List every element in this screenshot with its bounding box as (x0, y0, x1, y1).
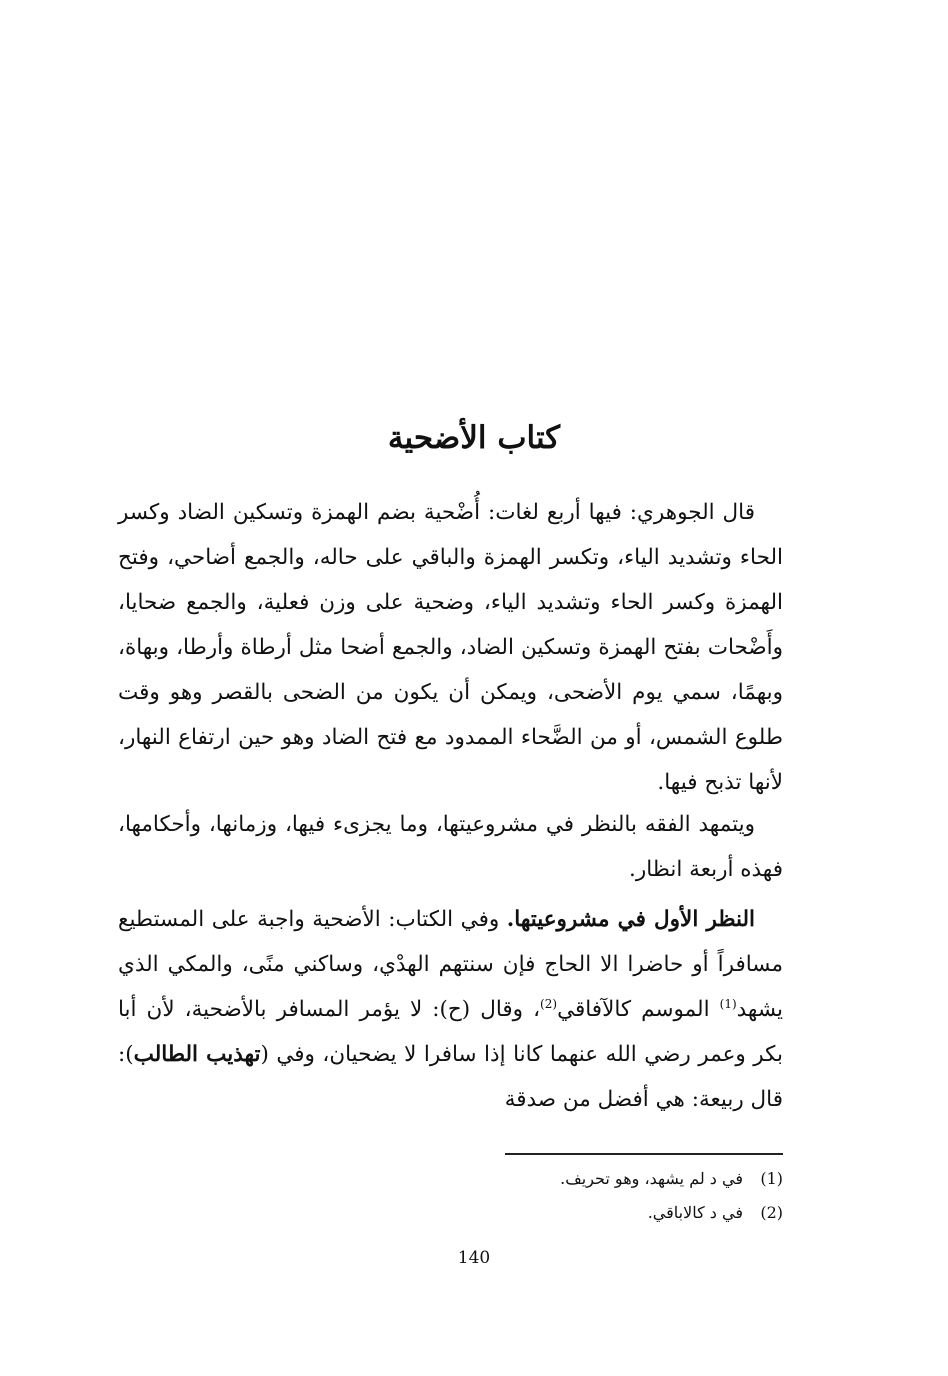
paragraph-3-text-a: وفي الكتاب: الأضحية واجبة على المستطيع مسافراً أو حاضرا الا الحاج فإن سنتهم الهدْي، وساكني منًى، والمكي الذي يشهد (118, 907, 783, 1022)
paragraph-2 (118, 802, 783, 892)
footnote-1 (300, 1162, 783, 1196)
book-title-ref: تهذيب الطالب (133, 1042, 261, 1067)
footnote-ref-2: (2) (540, 996, 558, 1011)
paragraph-3-text-d: ): قال ربيعة: هي أفضل من صدقة (118, 1042, 783, 1112)
footnote-separator (505, 1153, 783, 1155)
page-number: 140 (457, 1248, 491, 1268)
footnote-text: في د كالاباقي. (647, 1203, 743, 1222)
footnote-number: (1) (760, 1169, 783, 1188)
footnote-number: (2) (760, 1203, 783, 1222)
chapter-title: كتاب الأضحية (387, 420, 561, 456)
paragraph-3-text-b: الموسم كالآفاقي (557, 997, 710, 1022)
paragraph-3-text-c: ، وقال (ح): لا يؤمر المسافر بالأضحية، لأن أبا بكر وعمر رضي الله عنهما كانا إذا سافرا لا يضحيان، وفي ( (118, 997, 783, 1067)
footnote-2 (300, 1196, 783, 1230)
paragraph-3 (118, 897, 783, 1122)
section-heading: النظر الأول في مشروعيتها. (506, 907, 755, 932)
paragraph-1-text: قال الجوهري: فيها أربع لغات: أُضْحية بضم الهمزة وتسكين الضاد وكسر الحاء وتشديد الياء، وتكسر الهمزة والباقي على حاله، والجمع أضاحي، وفتح الهمزة وكسر الحاء وتشديد الياء، وضحية على وزن فعلية، والجمع ضحايا، وأَضْحات بفتح الهمزة وتسكين الضاد، والجمع أضحا مثل أرطاة وأرطا، وبهاة، وبهمًا، سمي يوم الأضحى، ويمكن أن يكون من الضحى بالقصر وهو وقت طلوع الشمس، أو من الضَّحاء الممدود مع فتح الضاد وهو حين ارتفاع النهار، لأنها تذبح فيها. (118, 500, 783, 795)
footnote-text: في د لم يشهد، وهو تحريف. (560, 1169, 743, 1188)
footnote-ref-1: (1) (719, 996, 737, 1011)
footnotes (300, 1162, 783, 1230)
paragraph-1 (118, 490, 783, 805)
paragraph-2-text: ويتمهد الفقه بالنظر في مشروعيتها، وما يجزىء فيها، وزمانها، وأحكامها، فهذه أربعة انظار. (118, 812, 783, 882)
